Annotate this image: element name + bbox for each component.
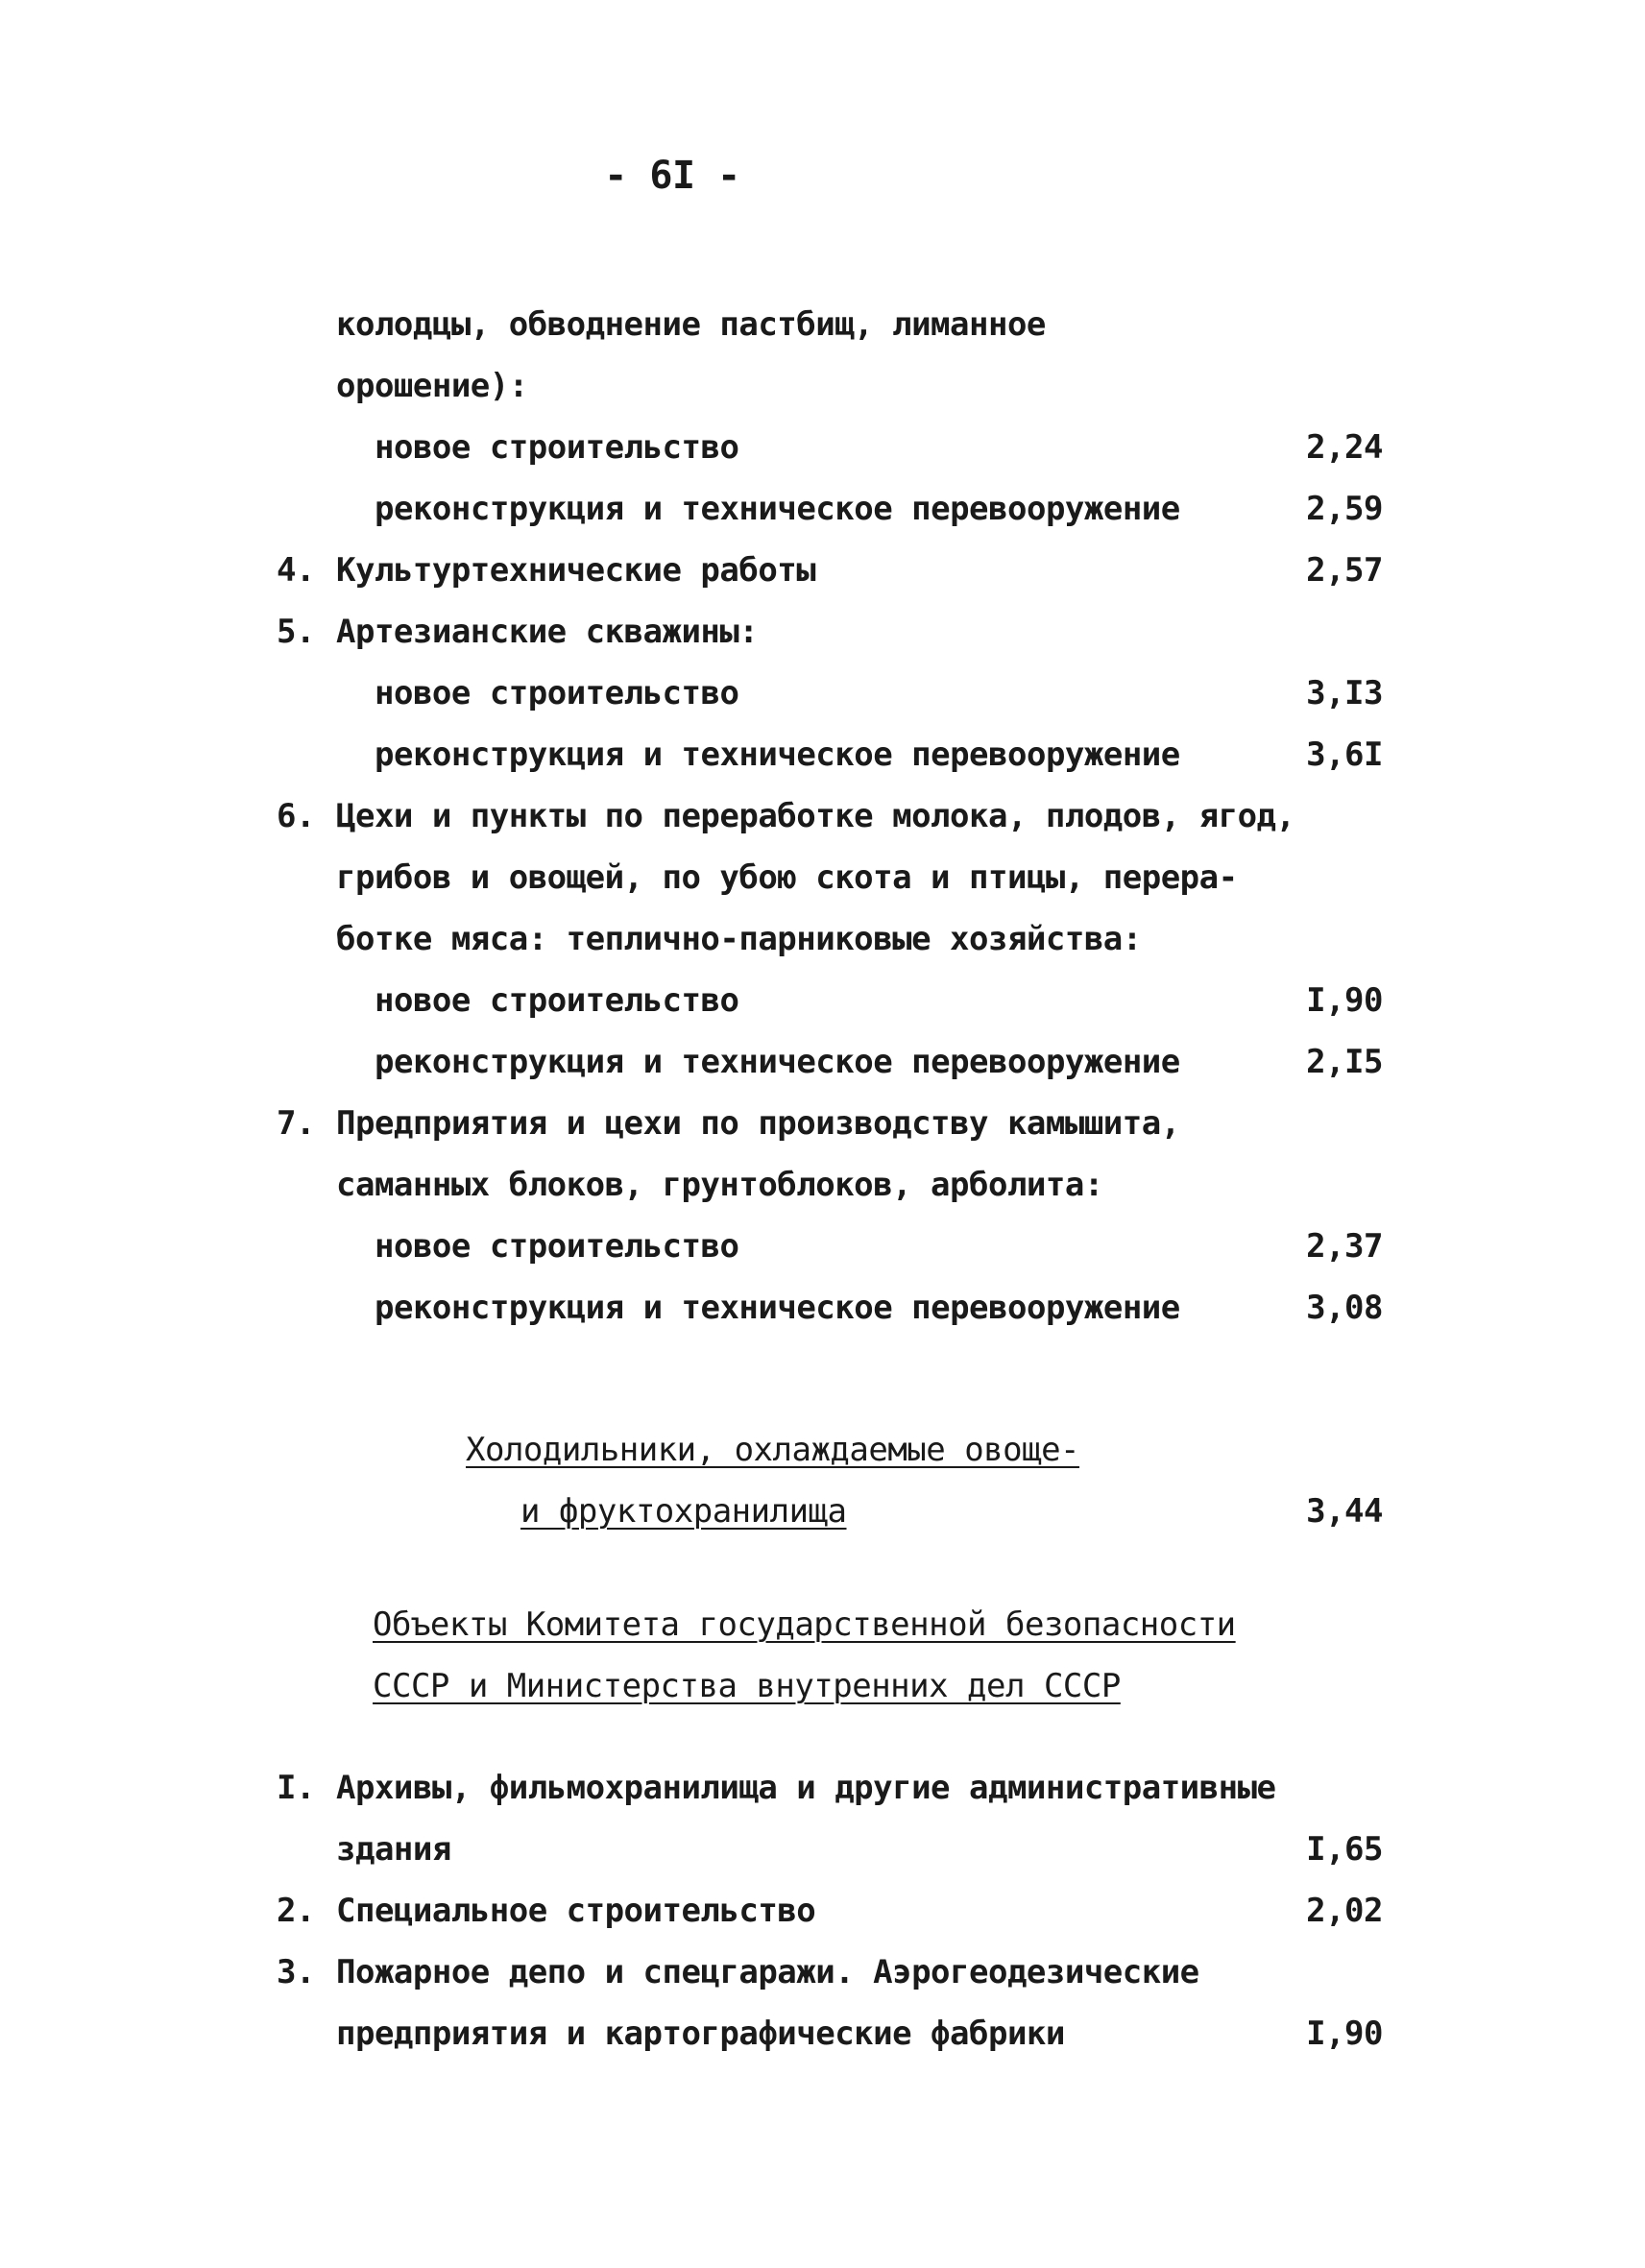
section-heading: Объекты Комитета государственной безопасности — [373, 1605, 1236, 1644]
section-heading: СССР и Министерства внутренних дел СССР — [373, 1667, 1121, 1705]
kgb-heading-line-2 — [0, 1667, 1645, 1715]
row-label: реконструкция и техническое перевооружение — [375, 1289, 1180, 1327]
item-6-line-1 — [0, 797, 1645, 845]
row-reconstruction-2 — [0, 736, 1645, 784]
item-text: предприятия и картографические фабрики — [336, 2015, 1065, 2053]
item-value: 2,02 — [1306, 1892, 1383, 1930]
section-heading: и фруктохранилища — [520, 1492, 847, 1531]
row-value: 2,59 — [1306, 490, 1383, 528]
item-6-line-2 — [0, 858, 1645, 906]
page-number: - 6I - — [604, 154, 740, 198]
intro-line-1 — [0, 305, 1645, 353]
item-number: 4. — [277, 551, 315, 590]
item-value: I,90 — [1306, 2015, 1383, 2053]
row-value: 2,37 — [1306, 1227, 1383, 1266]
row-new-construction-2 — [0, 674, 1645, 722]
row-value: I,90 — [1306, 981, 1383, 1020]
item-label: Специальное строительство — [336, 1892, 816, 1930]
row-label: реконструкция и техническое перевооружение — [375, 490, 1180, 528]
item-number: 7. — [277, 1104, 315, 1143]
item-number: 2. — [277, 1892, 315, 1930]
row-reconstruction-1 — [0, 490, 1645, 538]
row-label: новое строительство — [375, 1227, 739, 1266]
item-text: Цехи и пункты по переработке молока, плодов, ягод, — [336, 797, 1295, 835]
row-label: реконструкция и техническое перевооружение — [375, 736, 1180, 774]
row-label: новое строительство — [375, 428, 739, 467]
item-text: грибов и овощей, по убою скота и птицы, перера- — [336, 858, 1238, 897]
row-reconstruction-3 — [0, 1043, 1645, 1091]
item-text: Архивы, фильмохранилища и другие административные — [336, 1769, 1276, 1807]
section-value: 3,44 — [1306, 1492, 1383, 1531]
kgb-item-3-line-1 — [0, 1953, 1645, 2001]
row-new-construction-1 — [0, 428, 1645, 476]
row-new-construction-4 — [0, 1227, 1645, 1275]
row-value: 3,6I — [1306, 736, 1383, 774]
item-text: здания — [336, 1830, 451, 1869]
item-5 — [0, 613, 1645, 661]
kgb-item-1-line-2 — [0, 1830, 1645, 1878]
item-number: I. — [277, 1769, 315, 1807]
row-value: 2,I5 — [1306, 1043, 1383, 1081]
kgb-item-3-line-2 — [0, 2015, 1645, 2063]
kgb-heading-line-1 — [0, 1605, 1645, 1653]
intro-text-2: орошение): — [336, 367, 528, 405]
row-label: реконструкция и техническое перевооружение — [375, 1043, 1180, 1081]
item-4 — [0, 551, 1645, 599]
kgb-item-1-line-1 — [0, 1769, 1645, 1817]
item-number: 5. — [277, 613, 315, 651]
item-text: ботке мяса: теплично-парниковые хозяйства: — [336, 920, 1142, 958]
item-text: саманных блоков, грунтоблоков, арболита: — [336, 1166, 1103, 1204]
item-label: Артезианские скважины: — [336, 613, 759, 651]
item-6-line-3 — [0, 920, 1645, 968]
intro-line-2 — [0, 367, 1645, 415]
intro-text-1: колодцы, обводнение пастбищ, лиманное — [336, 305, 1046, 344]
row-label: новое строительство — [375, 981, 739, 1020]
refrigerators-heading-line-2 — [0, 1492, 1645, 1540]
item-value: I,65 — [1306, 1830, 1383, 1869]
row-label: новое строительство — [375, 674, 739, 712]
row-value: 2,24 — [1306, 428, 1383, 467]
item-number: 6. — [277, 797, 315, 835]
kgb-item-2 — [0, 1892, 1645, 1940]
item-text: Пожарное депо и спецгаражи. Аэрогеодезические — [336, 1953, 1199, 1991]
row-new-construction-3 — [0, 981, 1645, 1029]
item-7-line-1 — [0, 1104, 1645, 1152]
row-value: 3,I3 — [1306, 674, 1383, 712]
refrigerators-heading-line-1 — [0, 1431, 1645, 1479]
item-text: Предприятия и цехи по производству камышита, — [336, 1104, 1180, 1143]
section-heading: Холодильники, охлаждаемые овоще- — [466, 1431, 1080, 1469]
item-number: 3. — [277, 1953, 315, 1991]
item-value: 2,57 — [1306, 551, 1383, 590]
item-7-line-2 — [0, 1166, 1645, 1214]
item-label: Культуртехнические работы — [336, 551, 816, 590]
row-value: 3,08 — [1306, 1289, 1383, 1327]
row-reconstruction-4 — [0, 1289, 1645, 1337]
